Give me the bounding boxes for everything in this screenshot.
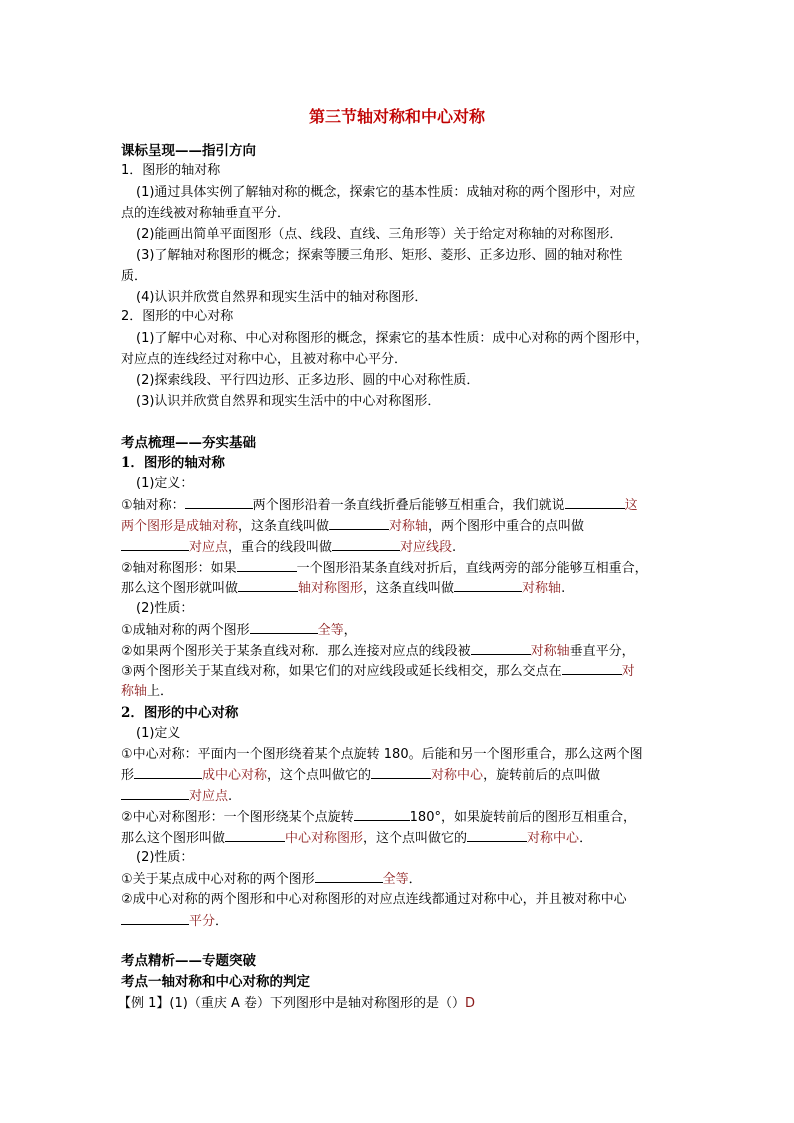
text-line: 点的连线被对称轴垂直平分．	[121, 206, 291, 221]
answer: 对称轴	[389, 519, 429, 534]
text-line: 那么这个图形就叫做 轴对称图形，这条直线叫做 对称轴.	[121, 578, 565, 599]
text-line: (1)通过具体实例了解轴对称的概念，探索它的基本性质：成轴对称的两个图形中，对应	[136, 185, 636, 200]
text-line: (2)能画出简单平面图形（点、线段、直线、三角形等）关于给定对称轴的对称图形．	[136, 227, 623, 242]
text-line: (1)定义：	[136, 476, 194, 491]
answer: 对	[621, 664, 635, 679]
answer: 对称轴	[522, 581, 562, 596]
text-line: 对应点，重合的线段叫做 对应线段.	[121, 537, 456, 558]
text-line: (3)了解轴对称图形的概念；探索等腰三角形、矩形、菱形、正多边形、圆的轴对称性	[136, 248, 623, 263]
text-line: (2)性质：	[136, 601, 194, 616]
answer: 称轴	[121, 684, 148, 699]
text-line: (1)定义	[136, 726, 181, 741]
answer: 对称轴	[530, 644, 570, 659]
text-line: 称轴上．	[121, 684, 174, 699]
text-line: 质．	[121, 269, 148, 284]
text-line: (2)性质：	[136, 850, 194, 865]
section-heading-analysis: 考点精析——专题突破	[121, 953, 256, 969]
section-heading-key-points: 考点梳理——夯实基础	[121, 435, 256, 451]
subheading-topic-one: 考点一轴对称和中心对称的判定	[121, 974, 310, 990]
answer: 这	[624, 498, 638, 513]
text-line: 平分．	[121, 911, 228, 932]
section-heading-standards: 课标呈现——指引方向	[121, 143, 256, 159]
text-line: 那么这个图形叫做 中心对称图形，这个点叫做它的 对称中心．	[121, 828, 592, 849]
answer: 对称中心	[527, 831, 580, 846]
page-title: 第三节轴对称和中心对称	[308, 107, 485, 126]
answer: 两个图形是成轴对称	[121, 519, 239, 534]
text-line: ②如果两个图形关于某条直线对称．那么连接对应点的线段被 对称轴垂直平分，	[121, 641, 635, 662]
text-line: (4)认识并欣赏自然界和现实生活中的轴对称图形．	[136, 290, 428, 305]
text-line: (2)探索线段、平行四边形、正多边形、圆的中心对称性质．	[136, 373, 480, 388]
answer: 对应线段	[400, 540, 453, 555]
text-line: 两个图形是成轴对称，这条直线叫做 对称轴，两个图形中重合的点叫做	[121, 516, 584, 537]
answer: 对称中心	[431, 768, 484, 783]
answer: 轴对称图形	[298, 581, 364, 596]
subheading-central-symmetry: 2．图形的中心对称	[121, 309, 234, 324]
text-line: ①成轴对称的两个图形 全等，	[121, 620, 357, 641]
answer: 成中心对称	[202, 768, 268, 783]
answer: 全等	[382, 872, 409, 887]
text-line: (1)了解中心对称、中心对称图形的概念，探索它的基本性质：成中心对称的两个图形中，	[136, 331, 649, 346]
subheading-axial-symmetry: 1．图形的轴对称	[121, 163, 221, 178]
text-line: (3)认识并欣赏自然界和现实生活中的中心对称图形．	[136, 394, 441, 409]
text-line: ②轴对称图形：如果 一个图形沿某条直线对折后，直线两旁的部分能够互相重合，	[121, 558, 648, 579]
text-line: ①关于某点成中心对称的两个图形 全等．	[121, 869, 422, 890]
text-line: 对应点的连线经过对称中心，且被对称中心平分．	[121, 352, 408, 367]
text-line: ①轴对称： 两个图形沿着一条直线折叠后能够互相重合，我们就说 这	[121, 495, 638, 516]
subheading-central-symmetry: 2．图形的中心对称	[121, 705, 239, 721]
answer: 中心对称图形	[285, 831, 364, 846]
text-line: 对应点.	[121, 786, 232, 807]
text-line: ①中心对称：平面内一个图形绕着某个点旋转 180。后能和另一个图形重合，那么这两个图	[121, 747, 643, 762]
answer: 对应点	[189, 789, 229, 804]
answer: D	[464, 996, 475, 1011]
text-line: ②成中心对称的两个图形和中心对称图形的对应点连线都通过对称中心，并且被对称中心	[121, 892, 627, 907]
subheading-axial-symmetry: 1．图形的轴对称	[121, 455, 225, 471]
answer: 全等	[317, 623, 344, 638]
text-line: ③两个图形关于某直线对称，如果它们的对应线段或延长线相交，那么交点在 对	[121, 661, 635, 682]
answer: 平分	[189, 914, 216, 929]
text-line: ②中心对称图形：一个图形绕某个点旋转 180°，如果旋转前后的图形互相重合，	[121, 807, 636, 828]
answer: 对应点	[189, 540, 229, 555]
text-line: 形 成中心对称，这个点叫做它的 对称中心，旋转前后的点叫做	[121, 765, 600, 786]
example-question: 【例 1】(1)（重庆 A 卷）下列图形中是轴对称图形的是（）D	[118, 996, 475, 1011]
